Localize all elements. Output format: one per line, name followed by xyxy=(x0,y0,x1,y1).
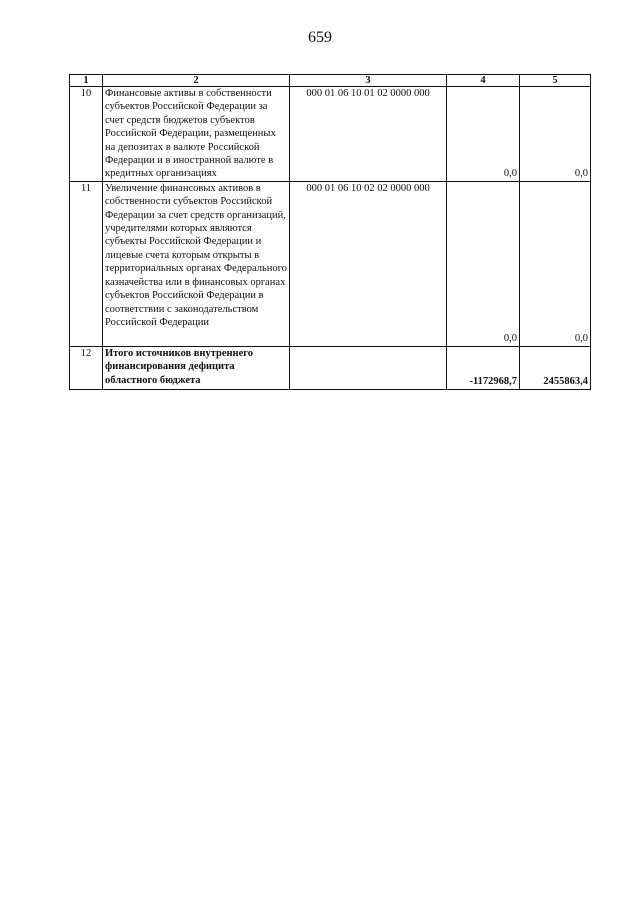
table-header-row xyxy=(70,75,591,87)
row-value-col4: 0,0 xyxy=(447,87,520,182)
row-value-col4: -1172968,7 xyxy=(447,346,520,389)
row-name: Увеличение финансовых активов в собственности субъектов Российской Федерации за счет средств организаций, учредителями которых являются субъекты Российской Федерации и лицевые счета которым открыты в территориальных органах Федерального казначейства или в финансовых органах субъектов Российской Федерации в соответствии с законодательством Российской Федерации xyxy=(103,181,290,346)
column-header-3: 3 xyxy=(290,75,447,87)
row-value-col5: 2455863,4 xyxy=(520,346,591,389)
column-header-1: 1 xyxy=(70,75,103,87)
row-number: 10 xyxy=(70,87,103,182)
row-number: 11 xyxy=(70,181,103,346)
table-row-total xyxy=(70,346,591,389)
table-row xyxy=(70,181,591,346)
row-name: Итого источников внутреннего финансирования дефицита областного бюджета xyxy=(103,346,290,389)
row-code: 000 01 06 10 02 02 0000 000 xyxy=(290,181,447,346)
row-value-col5: 0,0 xyxy=(520,87,591,182)
table-row xyxy=(70,87,591,182)
row-value-col5: 0,0 xyxy=(520,181,591,346)
budget-sources-table xyxy=(69,74,591,390)
column-header-5: 5 xyxy=(520,75,591,87)
row-value-col4: 0,0 xyxy=(447,181,520,346)
row-name: Финансовые активы в собственности субъектов Российской Федерации за счет средств бюджетов субъектов Российской Федерации, размещенных на депозитах в валюте Российской Федерации и в иностранной валюте в кредитных организациях xyxy=(103,87,290,182)
column-header-2: 2 xyxy=(103,75,290,87)
row-code: 000 01 06 10 01 02 0000 000 xyxy=(290,87,447,182)
row-code xyxy=(290,346,447,389)
page-number: 659 xyxy=(308,29,332,46)
column-header-4: 4 xyxy=(447,75,520,87)
row-number: 12 xyxy=(70,346,103,389)
